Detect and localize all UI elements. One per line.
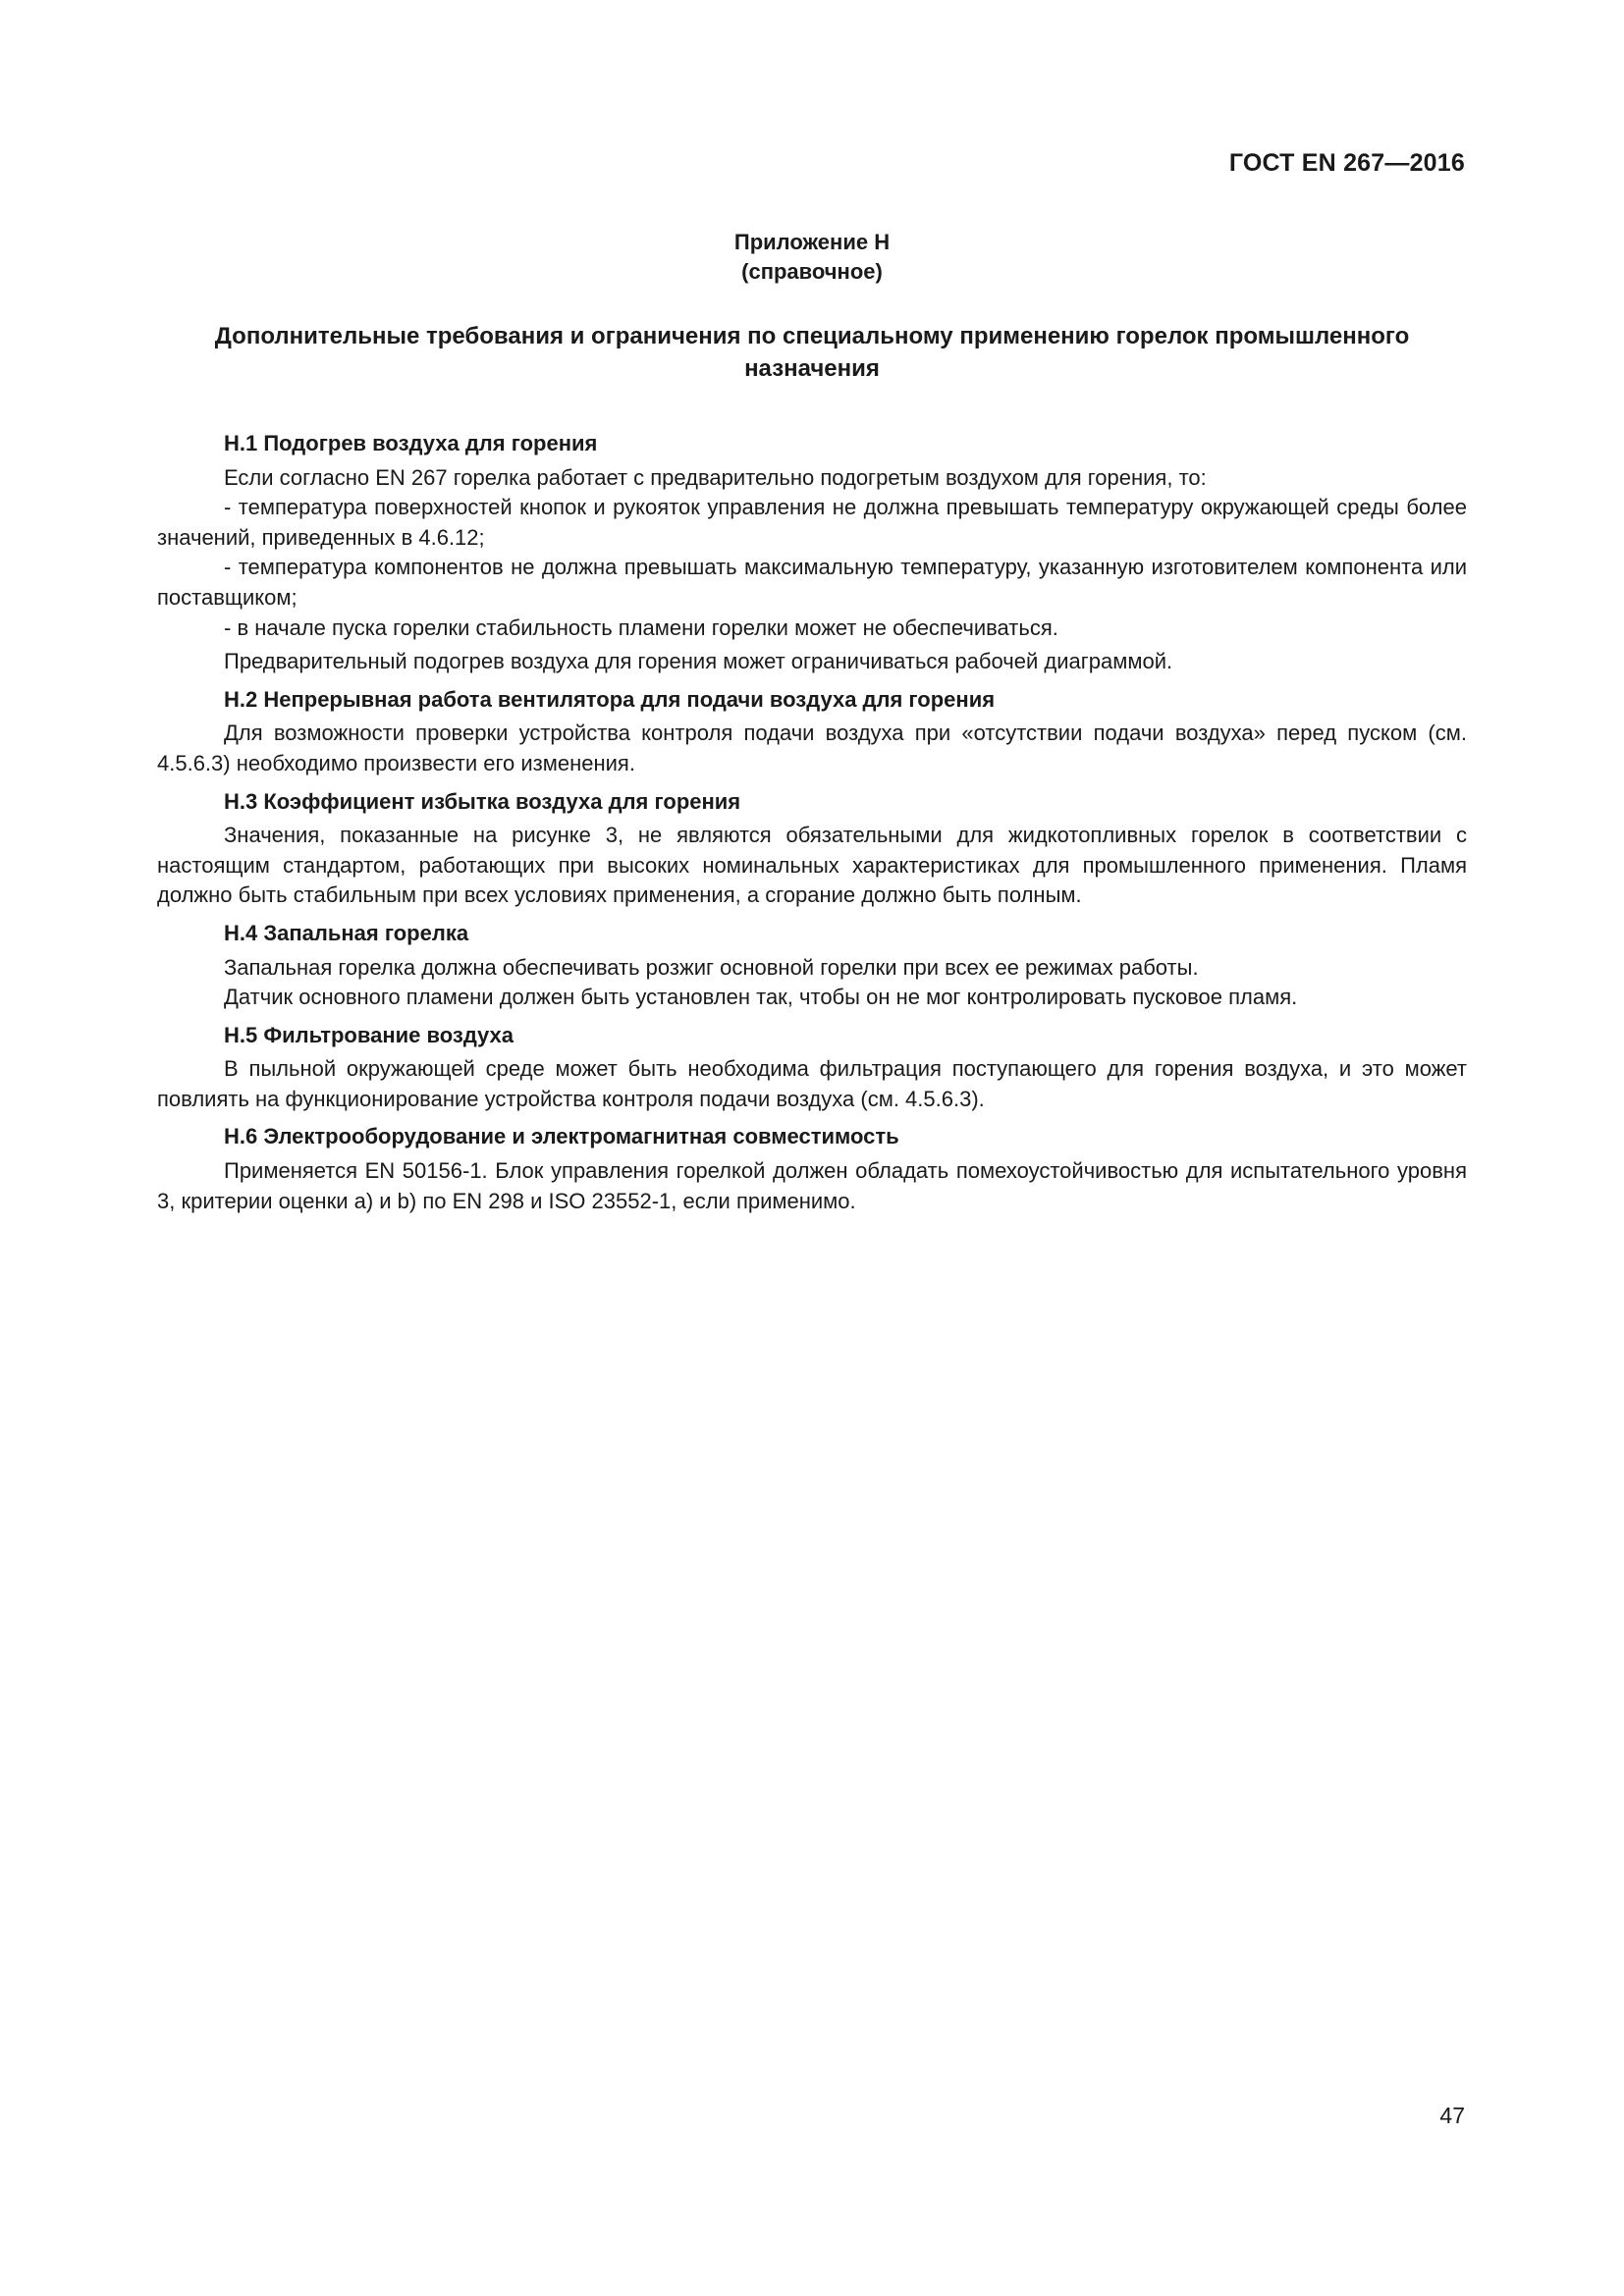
- section-heading: Н.6 Электрооборудование и электромагнитная совместимость: [224, 1124, 899, 1149]
- section-h6: [157, 1122, 1467, 1216]
- section-heading: Н.1 Подогрев воздуха для горения: [224, 431, 598, 455]
- page-number: 47: [1439, 2103, 1465, 2128]
- list-item: - в начале пуска горелки стабильность пламени горелки может не обеспечиваться.: [224, 614, 1058, 640]
- paragraph: Запальная горелка должна обеспечивать розжиг основной горелки при всех ее режимах работы.: [224, 954, 1199, 980]
- document-code: ГОСТ EN 267—2016: [1228, 149, 1465, 177]
- section-h1: [157, 429, 1467, 677]
- annex-content: [157, 429, 1467, 1224]
- section-h3: [157, 787, 1467, 911]
- section-heading: Н.4 Запальная горелка: [224, 920, 469, 945]
- paragraph: Датчик основного пламени должен быть установлен так, чтобы он не мог контролировать пусковое пламя.: [224, 985, 1298, 1010]
- section-h5: [157, 1021, 1467, 1115]
- section-h2: [157, 685, 1467, 779]
- annex-kind: (справочное): [741, 259, 883, 284]
- paragraph: Если согласно EN 267 горелка работает с предварительно подогретым воздухом для горения, то:: [224, 464, 1207, 490]
- section-heading: Н.5 Фильтрование воздуха: [224, 1022, 514, 1047]
- section-h4: [157, 919, 1467, 1013]
- list-item: - температура поверхностей кнопок и рукояток управления не должна превышать температуру окружающей среды более значений, приведенных в 4.6.12;: [157, 495, 1467, 550]
- annex-title: Приложение Н: [733, 230, 891, 254]
- paragraph: Значения, показанные на рисунке 3, не являются обязательными для жидкотопливных горелок в соответствии с настоящим стандартом, работающих при высоких номинальных характеристиках для промышленного применения. Пламя должно быть стабильным при всех условиях применения, а сгорание должно быть полным.: [157, 823, 1467, 908]
- paragraph: В пыльной окружающей среде может быть необходима фильтрация поступающего для горения воздуха, и это может повлиять на функционирование устройства контроля подачи воздуха (см. 4.5.6.3).: [157, 1056, 1467, 1111]
- paragraph: Для возможности проверки устройства контроля подачи воздуха при «отсутствии подачи воздуха» перед пуском (см. 4.5.6.3) необходимо произвести его изменения.: [157, 721, 1467, 775]
- section-heading: Н.2 Непрерывная работа вентилятора для подачи воздуха для горения: [224, 686, 996, 712]
- list-item: - температура компонентов не должна превышать максимальную температуру, указанную изготовителем компонента или поставщиком;: [157, 555, 1467, 610]
- paragraph: Применяется EN 50156-1. Блок управления горелкой должен обладать помехоустойчивостью для испытательного уровня 3, критерии оценки a) и b) по EN 298 и ISO 23552-1, если применимо.: [157, 1158, 1467, 1213]
- section-heading: Н.3 Коэффициент избытка воздуха для горения: [224, 788, 741, 814]
- annex-main-title: Дополнительные требования и ограничения по специальному применению горелок промышленного назначения: [214, 323, 1410, 382]
- paragraph: Предварительный подогрев воздуха для горения может ограничиваться рабочей диаграммой.: [224, 649, 1173, 674]
